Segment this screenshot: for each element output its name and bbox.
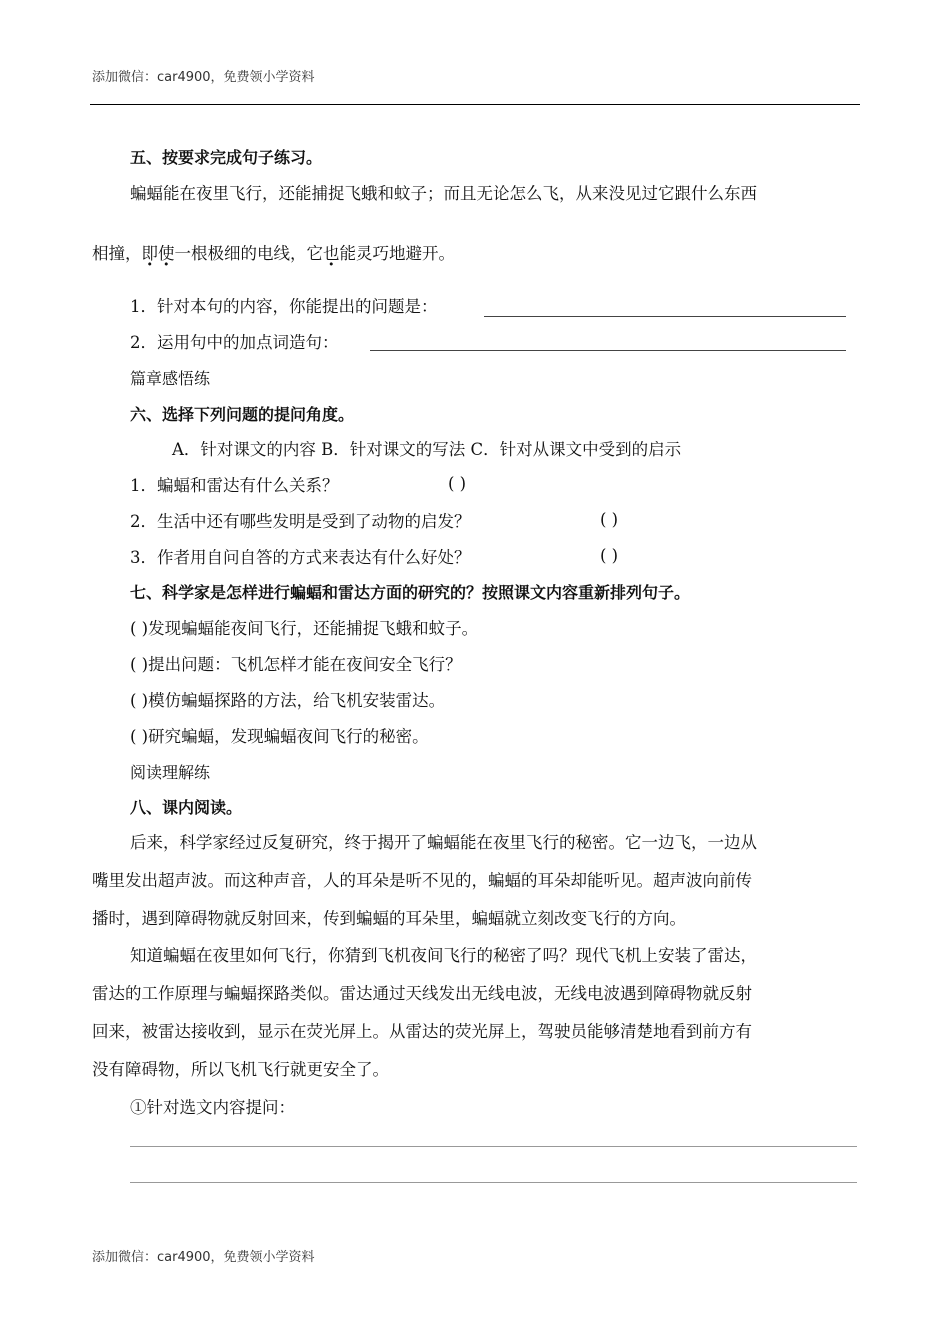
s5-line2-b: 一根极细的电线，它 (174, 244, 323, 263)
page-footer: 添加微信：car4900，免费领小学资料 (92, 1250, 315, 1265)
s5-q1-answer-line[interactable] (484, 316, 846, 317)
s6-q2-answer-paren[interactable]: ( ) (600, 510, 619, 529)
s6-question-1: 1．蝙蝠和雷达有什么关系？ (130, 476, 339, 495)
section-8-title: 八、课内阅读。 (130, 798, 243, 817)
dotted-word-1: 即 (141, 244, 158, 263)
passage-p2-line3: 回来，被雷达接收到，显示在荧光屏上。从雷达的荧光屏上，驾驶员能够清楚地看到前方有 (92, 1022, 752, 1041)
s5-line2-a: 相撞， (92, 244, 142, 263)
passage-p1-line3: 播时，遇到障碍物就反射回来，传到蝙蝠的耳朵里，蝙蝠就立刻改变飞行的方向。 (92, 909, 686, 928)
header-rule (90, 104, 860, 105)
s7-item-1: ( )发现蝙蝠能夜间飞行，还能捕捉飞蛾和蚊子。 (130, 619, 479, 638)
part-title-chapter: 篇章感悟练 (130, 369, 211, 388)
s6-options: A．针对课文的内容 B．针对课文的写法 C．针对从课文中受到的启示 (172, 440, 682, 459)
s8-answer-line-1[interactable] (130, 1146, 857, 1147)
passage-p2-line2: 雷达的工作原理与蝙蝠探路类似。雷达通过天线发出无线电波，无线电波遇到障碍物就反射 (92, 984, 752, 1003)
s5-q2-answer-line[interactable] (370, 350, 846, 351)
passage-p2-line4: 没有障碍物，所以飞机飞行就更安全了。 (92, 1060, 389, 1079)
s7-item-2: ( )提出问题：飞机怎样才能在夜间安全飞行？ (130, 655, 462, 674)
part-title-reading: 阅读理解练 (130, 763, 211, 782)
s8-answer-line-2[interactable] (130, 1182, 857, 1183)
s6-q3-answer-paren[interactable]: ( ) (600, 546, 619, 565)
s5-question-2: 2．运用句中的加点词造句： (130, 333, 339, 352)
passage-p2-line1: 知道蝙蝠在夜里如何飞行，你猜到飞机夜间飞行的秘密了吗？现代飞机上安装了雷达， (130, 946, 757, 965)
passage-p1-line1: 后来，科学家经过反复研究，终于揭开了蝙蝠能在夜里飞行的秘密。它一边飞，一边从 (130, 833, 757, 852)
page-header: 添加微信：car4900，免费领小学资料 (92, 70, 315, 85)
dotted-word-3: 也 (323, 244, 340, 263)
s6-q1-answer-paren[interactable]: ( ) (448, 474, 467, 493)
s6-question-2: 2．生活中还有哪些发明是受到了动物的启发？ (130, 512, 471, 531)
s8-question-1: ①针对选文内容提问： (130, 1098, 295, 1117)
section-5-title: 五、按要求完成句子练习。 (130, 148, 323, 167)
passage-p1-line2: 嘴里发出超声波。而这种声音，人的耳朵是听不见的，蝙蝠的耳朵却能听见。超声波向前传 (92, 871, 752, 890)
dotted-word-2: 使 (158, 244, 175, 263)
s5-sentence-line1: 蝙蝠能在夜里飞行，还能捕捉飞蛾和蚊子；而且无论怎么飞，从来没见过它跟什么东西 (130, 184, 757, 203)
s6-question-3: 3．作者用自问自答的方式来表达有什么好处？ (130, 548, 471, 567)
s5-question-1: 1．针对本句的内容，你能提出的问题是： (130, 297, 438, 316)
s7-item-4: ( )研究蝙蝠，发现蝙蝠夜间飞行的秘密。 (130, 727, 429, 746)
section-7-title: 七、科学家是怎样进行蝙蝠和雷达方面的研究的？按照课文内容重新排列句子。 (130, 583, 691, 602)
section-6-title: 六、选择下列问题的提问角度。 (130, 405, 355, 424)
s7-item-3: ( )模仿蝙蝠探路的方法，给飞机安装雷达。 (130, 691, 446, 710)
s5-sentence-line2 (92, 242, 455, 266)
s5-line2-c: 能灵巧地避开。 (339, 244, 455, 263)
